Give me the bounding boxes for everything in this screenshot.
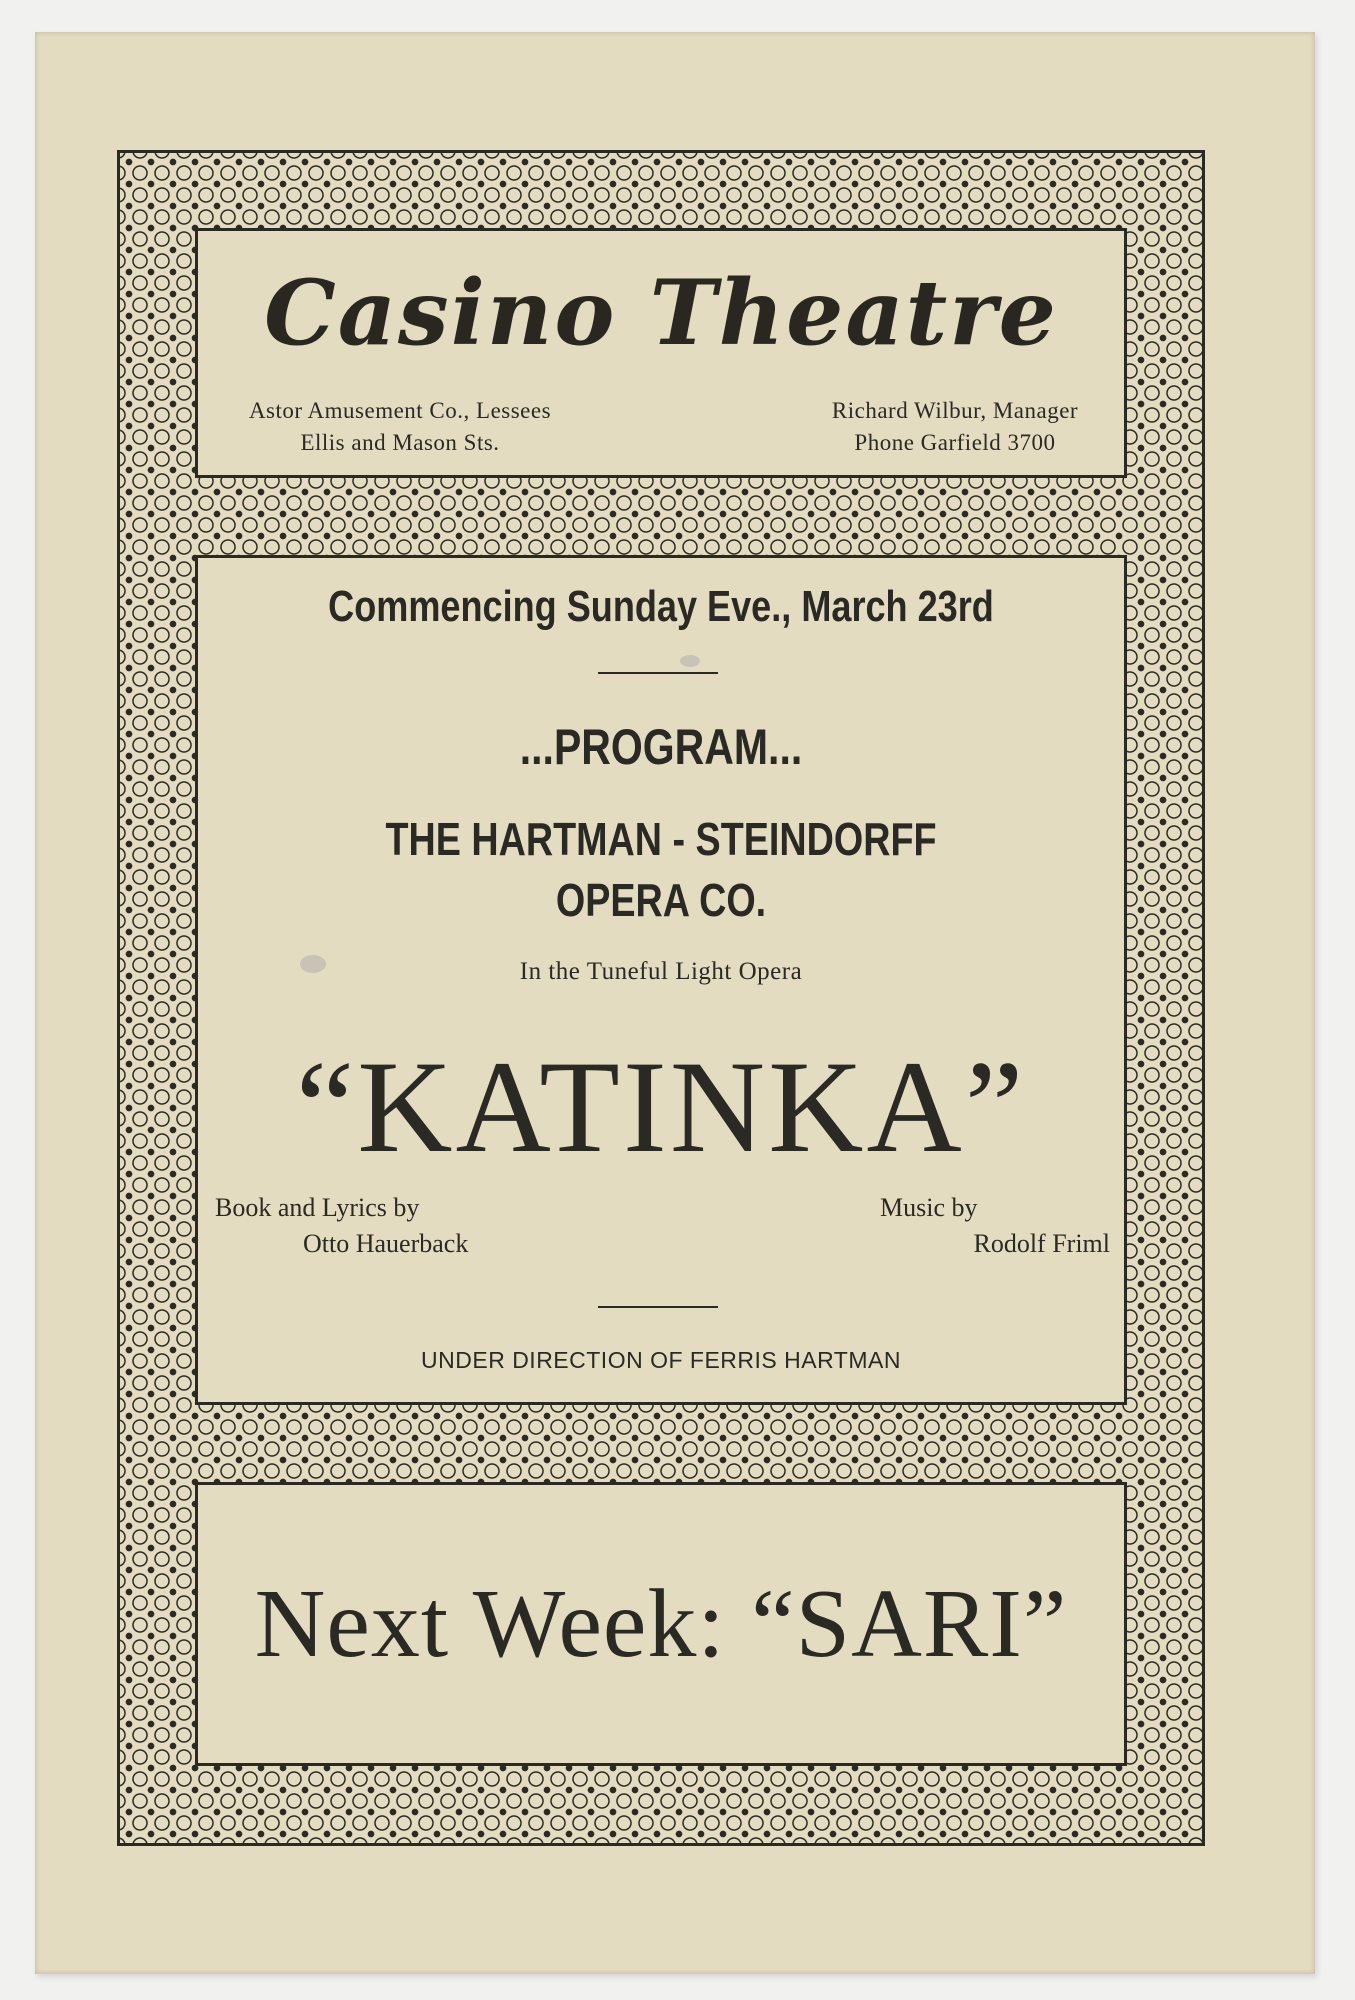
opera-intro: In the Tuneful Light Opera [519,958,803,985]
lessees-info [215,395,585,459]
ink-stain [680,655,700,667]
company-name-cont: OPERA CO. [555,874,767,926]
show-title: “KATINKA” [295,1033,1027,1180]
divider-rule-2 [598,1306,718,1308]
manager-info [795,395,1115,459]
phone-line: Phone Garfield 3700 [854,430,1056,455]
book-label: Book and Lyrics by [215,1193,420,1222]
program-heading: ...PROGRAM... [519,719,803,775]
music-author: Rodolf Friml [973,1229,1110,1258]
manager-line: Richard Wilbur, Manager [831,398,1079,423]
music-credit [880,1190,1110,1262]
venue-title: Casino Theatre [264,260,1058,366]
book-credit [215,1190,468,1262]
direction-credit: UNDER DIRECTION OF FERRIS HARTMAN [421,1347,901,1373]
music-label: Music by [880,1193,978,1222]
opening-date: Commencing Sunday Eve., March 23rd [328,582,994,631]
next-week-notice: Next Week: “SARI” [254,1570,1068,1678]
lessees-line: Astor Amusement Co., Lessees [248,398,552,423]
address-line: Ellis and Mason Sts. [300,430,500,455]
company-name: THE HARTMAN - STEINDORFF [385,813,937,865]
ink-stain [300,955,326,973]
book-author: Otto Hauerback [303,1229,469,1258]
divider-rule [598,672,718,674]
